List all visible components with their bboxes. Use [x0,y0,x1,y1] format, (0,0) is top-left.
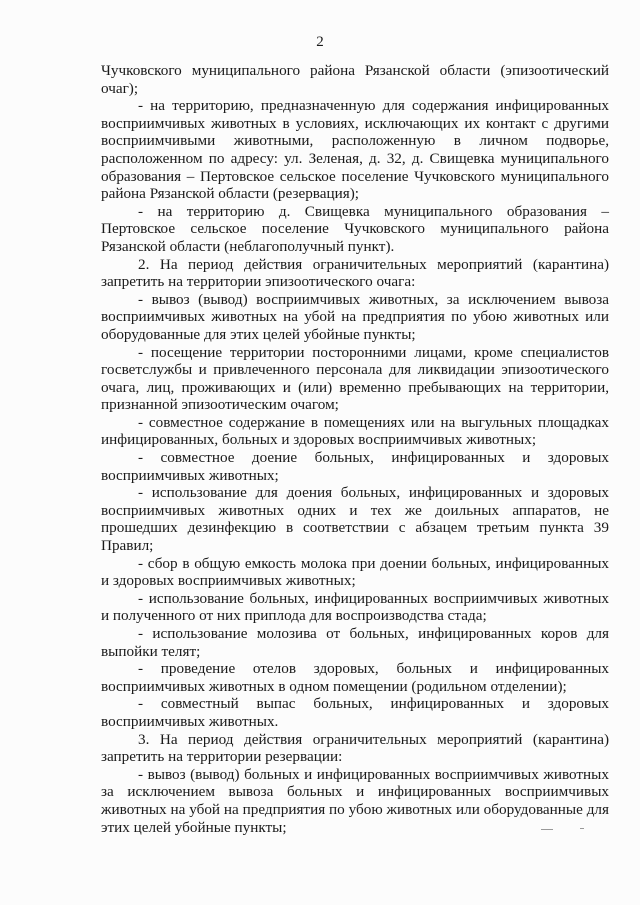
paragraph: - использование молозива от больных, инфицированных коров для выпойки телят; [101,625,609,660]
paragraph: - совместный выпас больных, инфицированных и здоровых восприимчивых животных. [101,695,609,730]
paragraph: - на территорию д. Свищевка муниципального образования – Пертовское сельское поселение Чучковского муниципального района Рязанской области (неблагополучный пункт). [101,202,609,255]
paragraph: 3. На период действия ограничительных мероприятий (карантина) запретить на территории резервации: [101,730,609,766]
paragraph: - сбор в общую емкость молока при доении больных, инфицированных и здоровых восприимчивых животных; [101,554,609,590]
paragraph: 2. На период действия ограничительных мероприятий (карантина) запретить на территории эпизоотического очага: [101,255,609,291]
paragraph: - посещение территории посторонними лицами, кроме специалистов госветслужбы и привлеченного персонала для ликвидации эпизоотического очага, лиц, проживающих и (или) временно пребывающих на территории, признанной эпизоотическим очагом; [101,343,609,414]
paragraph: - проведение отелов здоровых, больных и инфицированных восприимчивых животных в одном помещении (родильном отделении); [101,660,609,695]
paragraph: - совместное содержание в помещениях или на выгульных площадках инфицированных, больных и здоровых восприимчивых животных; [101,413,609,449]
paragraph: - на территорию, предназначенную для содержания инфицированных восприимчивых животных в условиях, исключающих их контакт с другими восприимчивыми животными, расположенную в личном подворье, расположенном по адресу: ул. Зеленая, д. 32, д. Свищевка муниципального образования – Пертовское сельское поселение Чучковского муниципального района Рязанской области (резервация); [101,97,609,203]
scan-artifact [541,829,553,830]
page-number: 2 [316,34,324,50]
document-body [101,62,609,836]
paragraph: Чучковского муниципального района Рязанской области (эпизоотический очаг); [101,62,609,97]
paragraph: - вывоз (вывод) восприимчивых животных, за исключением вывоза восприимчивых животных на убой на предприятия по убою животных или оборудованные для этих целей убойные пункты; [101,290,609,343]
paragraph: - совместное доение больных, инфицированных и здоровых восприимчивых животных; [101,449,609,484]
paragraph: - использование больных, инфицированных восприимчивых животных и полученного от них приплода для воспроизводства стада; [101,589,609,625]
paragraph: - использование для доения больных, инфицированных и здоровых восприимчивых животных одних и тех же доильных аппаратов, не прошедших дезинфекцию в соответствии с абзацем третьим пункта 39 Правил; [101,484,609,555]
scan-artifact [580,828,584,829]
paragraph: - вывоз (вывод) больных и инфицированных восприимчивых животных за исключением вывоза больных и инфицированных восприимчивых животных на убой на предприятия по убою животных или оборудованные для этих целей убойные пункты; [101,765,609,836]
